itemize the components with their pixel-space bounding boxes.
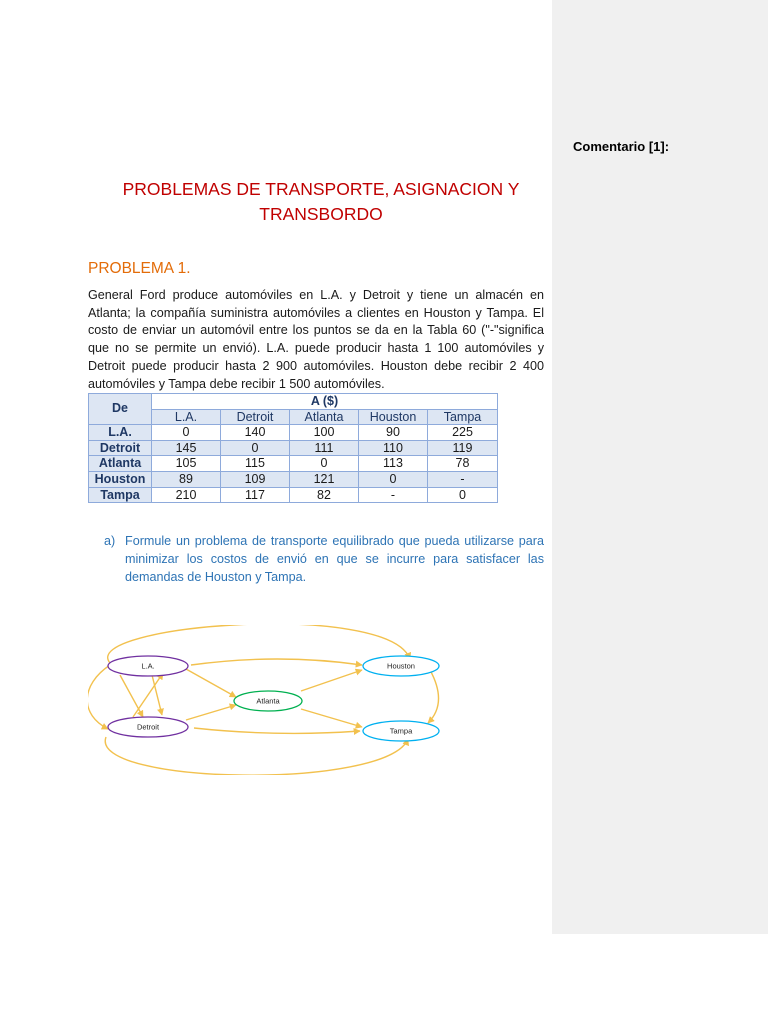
edge-la-atlanta: [186, 669, 236, 697]
table-cell: 0: [359, 471, 428, 487]
table-row: [89, 425, 498, 441]
document-title: [110, 177, 532, 227]
edge-outer-bottom: [105, 737, 408, 775]
edge-detroit-atlanta: [186, 705, 236, 720]
table-row: [89, 487, 498, 503]
section-heading: PROBLEMA 1.: [88, 260, 191, 277]
column-header: Atlanta: [290, 409, 359, 425]
question-text: Formule un problema de transporte equilibrado que pueda utilizarse para minimizar los costos de envió en que se incurre para satisfacer las demandas de Houston y Tampa.: [125, 534, 544, 584]
table-cell: 113: [359, 456, 428, 472]
title-line-1: PROBLEMAS DE TRANSPORTE, ASIGNACION Y: [122, 179, 520, 199]
row-header: Atlanta: [89, 456, 152, 472]
edge-houston-tampa: [428, 670, 439, 723]
corner-label: De: [112, 400, 128, 415]
edge-la-outer-left: [88, 665, 110, 729]
question-marker: a): [104, 534, 116, 548]
transshipment-network-diagram: [88, 625, 448, 775]
table-group-header: A ($): [152, 394, 498, 410]
table-cell: 140: [221, 425, 290, 441]
node-atlanta: [234, 691, 302, 711]
edge-la-houston: [191, 659, 362, 665]
table-cell: 0: [428, 487, 498, 503]
table-row: [89, 440, 498, 456]
table-row: [89, 471, 498, 487]
table-cell: 105: [152, 456, 221, 472]
table-cell: 121: [290, 471, 359, 487]
row-header: Houston: [89, 471, 152, 487]
edge-atlanta-tampa: [301, 709, 362, 727]
table-cell: 115: [221, 456, 290, 472]
question-a: [106, 533, 544, 587]
node-label-tampa: Tampa: [389, 726, 413, 736]
node-tampa: [363, 721, 439, 741]
table-cell: 78: [428, 456, 498, 472]
node-label-atlanta: Atlanta: [256, 696, 280, 706]
table-cell: 0: [152, 425, 221, 441]
title-line-2: TRANSBORDO: [259, 204, 383, 224]
table-cell: -: [428, 471, 498, 487]
table-cell: 117: [221, 487, 290, 503]
column-header: L.A.: [152, 409, 221, 425]
node-la: [108, 656, 188, 676]
edge-atlanta-houston: [301, 670, 362, 691]
edge-detroit-la: [133, 673, 163, 717]
row-header: Detroit: [89, 440, 152, 456]
table-cell: 82: [290, 487, 359, 503]
table-cell: 89: [152, 471, 221, 487]
table-cell: 90: [359, 425, 428, 441]
edge-la-detroit: [120, 675, 143, 717]
comment-label[interactable]: Comentario [1]:: [573, 139, 670, 154]
node-houston: [363, 656, 439, 676]
column-header: Houston: [359, 409, 428, 425]
column-header: Detroit: [221, 409, 290, 425]
table-cell: 111: [290, 440, 359, 456]
row-header: L.A.: [89, 425, 152, 441]
table-cell: 0: [290, 456, 359, 472]
table-cell: 100: [290, 425, 359, 441]
table-cell: 225: [428, 425, 498, 441]
table-cell: -: [359, 487, 428, 503]
table-row: [89, 456, 498, 472]
node-label-houston: Houston: [387, 661, 415, 671]
table-cell: 110: [359, 440, 428, 456]
row-header: Tampa: [89, 487, 152, 503]
table-cell: 109: [221, 471, 290, 487]
table-cell: 119: [428, 440, 498, 456]
table-cell: 0: [221, 440, 290, 456]
node-detroit: [108, 717, 188, 737]
edge-detroit-tampa: [194, 728, 360, 733]
table-cell: 210: [152, 487, 221, 503]
node-label-detroit: Detroit: [136, 722, 160, 732]
problem-paragraph: General Ford produce automóviles en L.A. y Detroit y tiene un almacén en Atlanta; la compañía suministra automóviles a clientes en Houston y Tampa. El costo de enviar un automóvil entre los puntos se da en la Tabla 60 ("-"significa que no se permite un envió). L.A. puede producir hasta 1 100 automóviles y Detroit puede producir hasta 2 900 automóviles. Houston debe recibir 2 400 automóviles y Tampa debe recibir 1 500 automóviles.: [88, 288, 544, 391]
table-corner-header: [89, 394, 152, 425]
cost-table: [88, 393, 498, 503]
table-cell: 145: [152, 440, 221, 456]
node-label-la: L.A.: [141, 661, 155, 671]
column-header: Tampa: [428, 409, 498, 425]
